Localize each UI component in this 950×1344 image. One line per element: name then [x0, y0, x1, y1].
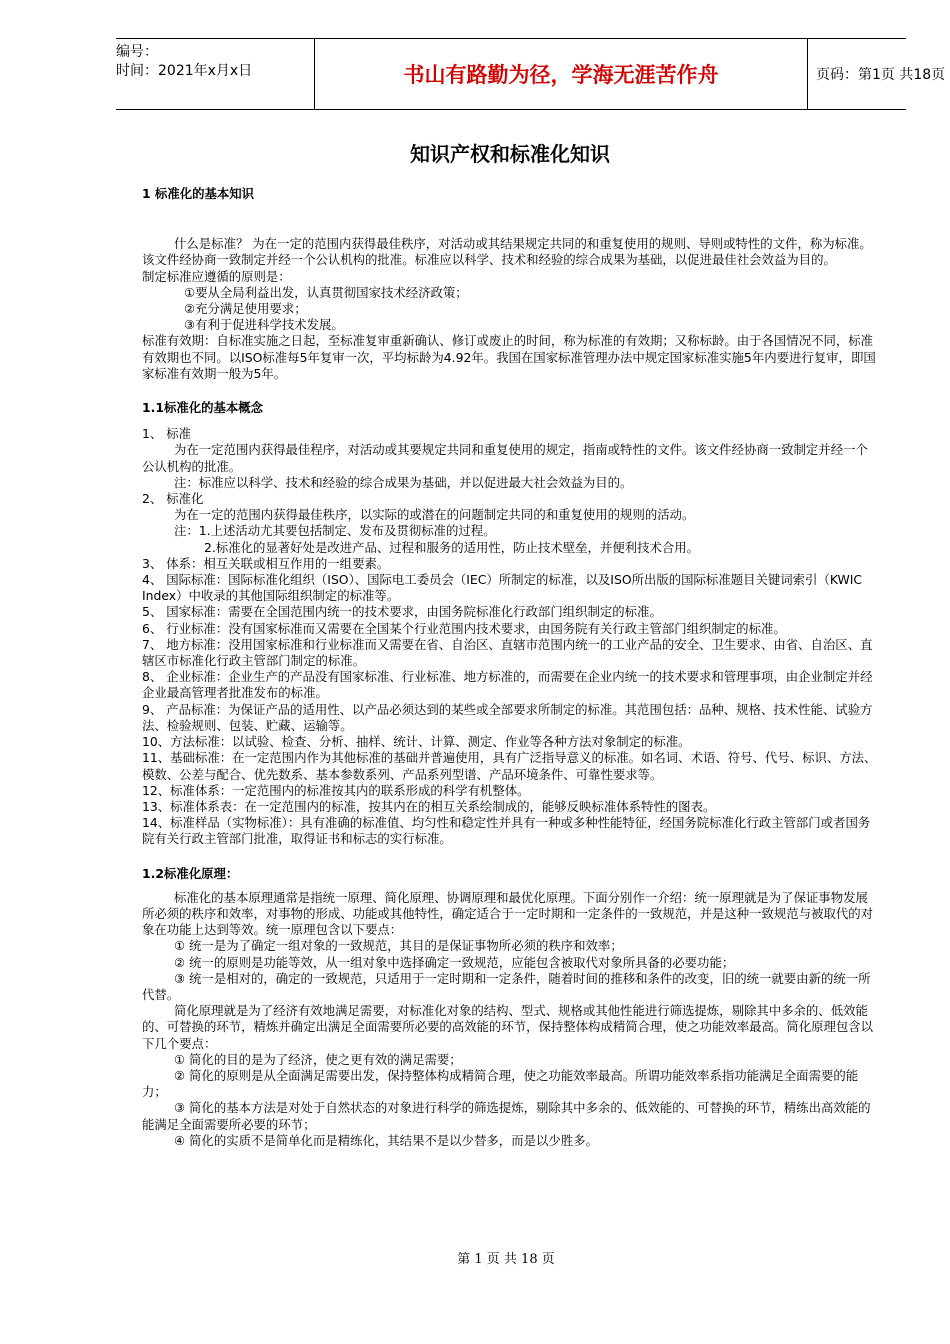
- number-label: 编号：: [116, 44, 158, 60]
- list-item: ② 统一的原则是功能等效，从一组对象中选择确定一致规范，应能包含被取代对象所具备的必要功能；: [174, 954, 735, 970]
- list-item: 1、 标准: [142, 426, 191, 442]
- section-heading: 1 标准化的基本知识: [142, 186, 255, 201]
- paragraph: 简化原理就是为了经济有效地满足需要，对标准化对象的结构、型式、规格或其他性能进行筛选提炼，剔除其中多余的、低效能的、可替换的环节，精炼并确定出满足全面需要所必要的高效能的环节，保持整体构成精简合理，使之功能效率最高。简化原理包含以下几个要点：: [142, 1003, 874, 1051]
- list-item: 12、标准体系：一定范围内的标准按其内的联系形成的科学有机整体。: [142, 782, 530, 798]
- header-meta: [116, 39, 314, 109]
- list-item: 8、 企业标准：企业生产的产品没有国家标准、行业标准、地方标准的，而需要在企业内统一的技术要求和管理事项，由企业制定并经企业最高管理者批准发布的标准。: [142, 669, 873, 701]
- list-item: 10、方法标准：以试验、检查、分析、抽样、统计、计算、测定、作业等各种方法对象制定的标准。: [142, 734, 691, 750]
- list-item: 2、 标准化: [142, 491, 204, 507]
- paragraph: 标准化的基本原理通常是指统一原理、简化原理、协调原理和最优化原理。下面分别作一介绍：统一原理就是为了保证事物发展所必须的秩序和效率，对事物的形成、功能或其他特性，确定适合于一定时期和一定条件的一致规范，并是这种一致规范与被取代的对象在功能上达到等效。统一原理包含以下要点：: [142, 889, 874, 938]
- list-item: 7、 地方标准：没用国家标准和行业标准而又需要在省、自治区、直辖市范围内统一的工业产品的安全、卫生要求、由省、自治区、直辖区市标准化行政主管部门制定的标准。: [142, 636, 873, 669]
- paragraph: 标准有效期：自标准实施之日起，至标准复审重新确认、修订或废止的时间，称为标准的有效期；又称标龄。由于各国情况不同，标准有效期也不同。以ISO标准每5年复审一次，平均标龄为4.92年。我国在国家标准管理办法中规定国家标准实施5年内要进行复审，即国家标准有效期一般为5年。: [142, 333, 876, 381]
- list-item: 13、标准体系表：在一定范围内的标准，按其内在的相互关系绘制成的，能够反映标准体系特性的图表。: [142, 798, 716, 814]
- section-heading: 1.2标准化原理：: [142, 865, 239, 881]
- note: 2.标准化的显著好处是改进产品、过程和服务的适用性，防止技术壁垒，并便利技术合用。: [204, 539, 700, 555]
- paragraph: 什么是标准？ 为在一定的范围内获得最佳秩序，对活动或其结果规定共同的和重复使用的规则、导则或特性的文件，称为标准。该文件经协商一致制定并经一个公认机构的批准。标准应以科学、技术和经验的综合成果为基础，以促进最佳社会效益为目的。: [142, 236, 872, 268]
- page-header: [116, 38, 946, 110]
- doc-body: [142, 186, 877, 1149]
- list-item: ②充分满足使用要求；: [184, 301, 307, 317]
- list-item: ③ 简化的基本方法是对处于自然状态的对象进行科学的筛选提炼，剔除其中多余的、低效能的、可替换的环节，精练出高效能的能满足全面需要所必要的环节；: [142, 1100, 871, 1132]
- list-item: 9、 产品标准：为保证产品的适用性、以产品必须达到的某些或全部要求所制定的标准。其范围包括：品种、规格、技术性能、试验方法、检验规则、包装、贮藏、运输等。: [142, 701, 873, 733]
- section-heading: 1.1标准化的基本概念: [142, 400, 264, 416]
- list-item: ③有利于促进科学技术发展。: [184, 317, 344, 333]
- note: 注：标准应以科学、技术和经验的综合成果为基础，并以促进最大社会效益为目的。: [174, 474, 633, 490]
- header-page-label: 页码：第1页 共18页: [816, 67, 946, 83]
- list-item: ③ 统一是相对的，确定的一致规范，只适用于一定时期和一定条件，随着时间的推移和条件的改变，旧的统一就要由新的统一所代替。: [142, 970, 871, 1002]
- time-label: 时间：2021年x月x日: [116, 63, 253, 79]
- list-item: ① 简化的目的是为了经济，使之更有效的满足需要；: [174, 1051, 462, 1067]
- paragraph: 制定标准应遵循的原则是：: [142, 268, 291, 284]
- list-item: 4、 国际标准：国际标准化组织（ISO）、国际电工委员会（IEC）所制定的标准，以及ISO所出版的国际标准题目关键词索引（KWIC Index）中收录的其他国际组织制定的标准等。: [142, 572, 863, 604]
- list-item: 14、标准样品（实物标准）：具有准确的标准值、均匀性和稳定性并具有一种或多种性能特征，经国务院标准化行政主管部门或者国务院有关行政主管部门批准，取得证书和标志的实行标准。: [142, 815, 871, 847]
- list-item: 6、 行业标准：没有国家标准而又需要在全国某个行业范围内技术要求，由国务院有关行政主管部门组织制定的标准。: [142, 620, 786, 636]
- list-item: 3、 体系：相互关联或相互作用的一组要素。: [142, 555, 390, 571]
- paragraph: 为在一定范围内获得最佳程序，对活动或其要规定共同和重复使用的规定，指南或特性的文件。该文件经协商一致制定并经一个公认机构的批准。: [142, 442, 868, 474]
- list-item: 11、基础标准：在一定范围内作为其他标准的基础并普遍使用，具有广泛指导意义的标准。如名词、术语、符号、代号、标识、方法、模数、公差与配合、优先数系、基本参数系列、产品系列型谱、产品环境条件、可靠性要求等。: [142, 750, 877, 782]
- list-item: 5、 国家标准：需要在全国范围内统一的技术要求，由国务院标准化行政部门组织制定的标准。: [142, 604, 662, 620]
- list-item: ② 简化的原则是从全面满足需要出发，保持整体构成精简合理，使之功能效率最高。所谓功能效率系指功能满足全面需要的能力；: [142, 1067, 859, 1100]
- list-item: ④ 简化的实质不是简单化而是精练化，其结果不是以少替多，而是以少胜多。: [174, 1132, 598, 1148]
- list-item: ①要从全局利益出发，认真贯彻国家技术经济政策；: [184, 284, 468, 300]
- list-item: ① 统一是为了确定一组对象的一致规范，其目的是保证事物所必须的秩序和效率；: [174, 938, 623, 954]
- note: 注：1.上述活动尤其要包括制定、发布及贯彻标准的过程。: [174, 523, 496, 539]
- paragraph: 为在一定的范围内获得最佳秩序，以实际的或潜在的问题制定共同的和重复使用的规则的活动。: [174, 507, 695, 523]
- header-motto: 书山有路勤为径，学海无涯苦作舟: [314, 39, 808, 109]
- page-footer: 第 1 页 共 18 页: [457, 1252, 555, 1267]
- doc-title: 知识产权和标准化知识: [410, 142, 610, 166]
